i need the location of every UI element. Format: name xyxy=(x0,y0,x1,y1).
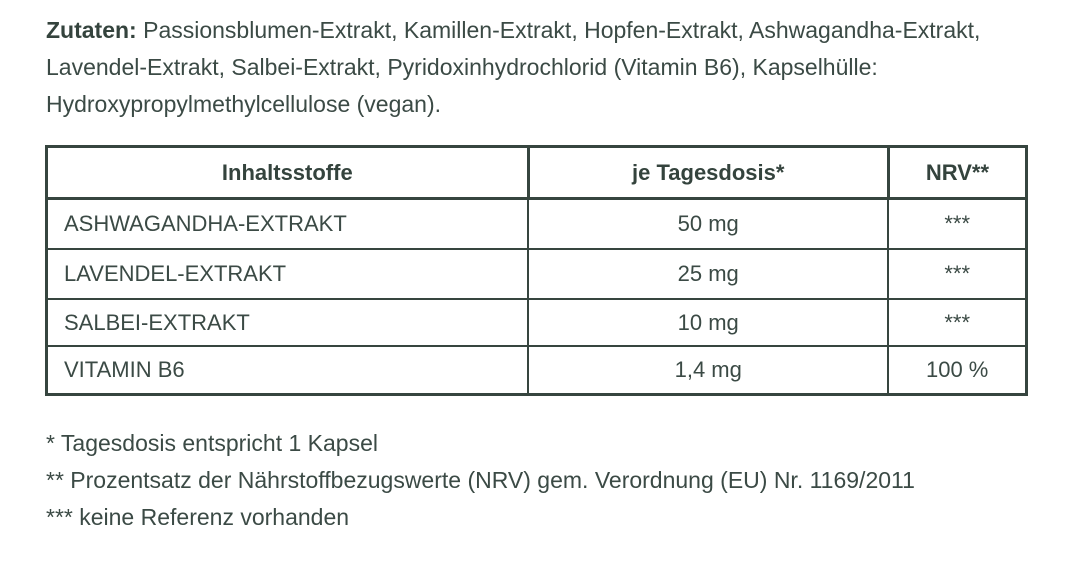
nutrition-table xyxy=(45,145,1028,396)
header-ingredient: Inhaltsstoffe xyxy=(47,147,529,199)
table-row xyxy=(47,299,1027,346)
row-nrv: 100 % xyxy=(888,346,1026,395)
footnote-daily-dose: * Tagesdosis entspricht 1 Kapsel xyxy=(46,430,378,456)
row-ingredient-name: SALBEI-EXTRAKT xyxy=(47,299,529,346)
ingredients-text: Passionsblumen-Extrakt, Kamillen-Extrakt, Hopfen-Extrakt, Ashwagandha-Extrakt, Lavendel-Extrakt, Salbei-Extrakt, Pyridoxinhydrochlorid (Vitamin B6), Kapselhülle: Hydroxypropylmethylcellulose (vegan). xyxy=(46,17,981,117)
table-row xyxy=(47,346,1027,395)
table-row xyxy=(47,199,1027,250)
row-ingredient-name: ASHWAGANDHA-EXTRAKT xyxy=(47,199,529,250)
row-amount: 1,4 mg xyxy=(528,346,888,395)
header-nrv: NRV** xyxy=(888,147,1026,199)
row-nrv: *** xyxy=(888,299,1026,346)
row-nrv: *** xyxy=(888,199,1026,250)
header-daily-dose: je Tagesdosis* xyxy=(528,147,888,199)
row-amount: 50 mg xyxy=(528,199,888,250)
row-nrv: *** xyxy=(888,249,1026,299)
table-header-row xyxy=(47,147,1027,199)
ingredients-label: Zutaten: xyxy=(46,17,137,43)
row-amount: 25 mg xyxy=(528,249,888,299)
footnotes xyxy=(46,425,1026,536)
footnote-no-reference: *** keine Referenz vorhanden xyxy=(46,504,350,530)
row-ingredient-name: VITAMIN B6 xyxy=(47,346,529,395)
footnote-nrv: ** Prozentsatz der Nährstoffbezugswerte (NRV) gem. Verordnung (EU) Nr. 1169/2011 xyxy=(46,467,915,493)
table-row xyxy=(47,249,1027,299)
row-ingredient-name: LAVENDEL-EXTRAKT xyxy=(47,249,529,299)
row-amount: 10 mg xyxy=(528,299,888,346)
ingredients-paragraph xyxy=(46,12,1006,123)
